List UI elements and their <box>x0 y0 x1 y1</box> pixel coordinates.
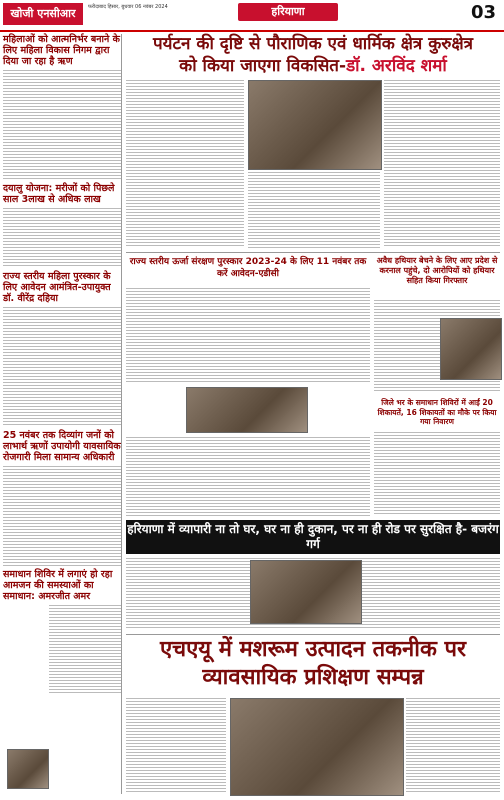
story3-photo <box>440 318 502 380</box>
story2-photo <box>186 387 308 433</box>
main-story-text-col3 <box>384 80 500 250</box>
left-story3-body <box>3 307 121 427</box>
story2-headline: राज्य स्तरीय ऊर्जा संरक्षण पुरस्कार 2023-24 के लिए 11 नवंबर तक करें आवेदन-एडीसी <box>129 257 367 279</box>
story4-headline: जिले भर के समाधान शिविरों में आईं 20 शिकायतें, 16 शिकायतों का मौके पर किया गया निवारण <box>377 398 497 426</box>
story3-header <box>374 256 500 296</box>
main-story-text-col1 <box>126 80 244 250</box>
left-story1-headline: महिलाओं को आत्मनिर्भर बनाने के लिए महिला विकास निगम द्वारा दिया जा रहा है ऋण <box>3 34 120 67</box>
left-story4-body <box>3 466 121 566</box>
bottom-headline-line2: व्यावसायिक प्रशिक्षण सम्पन्न <box>202 665 424 690</box>
main-headline-person: डॉ. अरविंद शर्मा <box>346 56 447 76</box>
bottom-story-photo <box>230 698 404 796</box>
bottom-story-text-col1 <box>126 698 226 794</box>
main-headline <box>126 33 500 77</box>
traders-story-photo <box>250 560 362 624</box>
story4-body <box>374 432 500 516</box>
main-headline-prefix: को किया जाएगा विकसित- <box>179 56 347 76</box>
bottom-story-text-col2 <box>406 698 500 794</box>
story3-headline: अवैध हथियार बेचने के लिए आए प्रदेश से करनाल पहुंचे, दो आरोपियों को हथियार सहित किया गिरफ्तार <box>376 256 498 285</box>
left-story5-photo <box>7 749 49 789</box>
left-story1-body <box>3 70 121 180</box>
divider <box>126 252 500 253</box>
left-story3-headline: राज्य स्तरीय महिला पुरस्कार के लिए आवेदन आमंत्रित-उपायुक्त डॉ. वीरेंद्र दहिया <box>3 271 111 304</box>
bottom-headline-line1: एचएयू में मशरूम उत्पादन तकनीक पर <box>159 637 467 662</box>
left-story5-body <box>49 605 121 695</box>
left-story2-headline: दयालु योजना: मरीजों को पिछले साल 3लाख से अधिक लाख <box>3 183 115 205</box>
page-number: 03 <box>470 2 496 23</box>
traders-safety-banner: हरियाणा में व्यापारी ना तो घर, घर ना ही दुकान, पर ना ही रोड पर सुरक्षित है- बजरंग गर्ग <box>126 520 500 554</box>
story2-body <box>126 288 370 516</box>
section-label: हरियाणा <box>238 3 338 21</box>
bottom-headline <box>126 636 500 694</box>
main-headline-line2 <box>126 55 500 77</box>
left-column <box>3 34 122 794</box>
masthead <box>0 0 504 32</box>
story4-header <box>374 398 500 428</box>
newspaper-logo: खोजी एनसीआर <box>3 3 83 25</box>
left-story4-headline: 25 नवंबर तक दिव्यांग जनों को लाभार्थ ऋणों उपायोगी यावसायिक रोजगारी मिला सामान्य अधिकारी <box>3 430 121 463</box>
edition-meta <box>88 4 168 11</box>
divider <box>126 634 500 635</box>
left-story2-body <box>3 208 121 268</box>
main-story-photo <box>248 80 382 170</box>
edition-date: फरीदाबाद हिसार, बुधवार 06 नवंबर 2024 <box>88 4 168 10</box>
main-story-text-col2 <box>248 172 380 250</box>
main-headline-line1: पर्यटन की दृष्टि से पौराणिक एवं धार्मिक क्षेत्र कुरुक्षेत्र <box>152 34 474 54</box>
story2-header <box>126 256 370 284</box>
left-story5-headline: समाधान शिविर में लगाएं हो रहा आमजन की समस्याओं का समाधान: अमरजीत अमर <box>3 569 113 602</box>
